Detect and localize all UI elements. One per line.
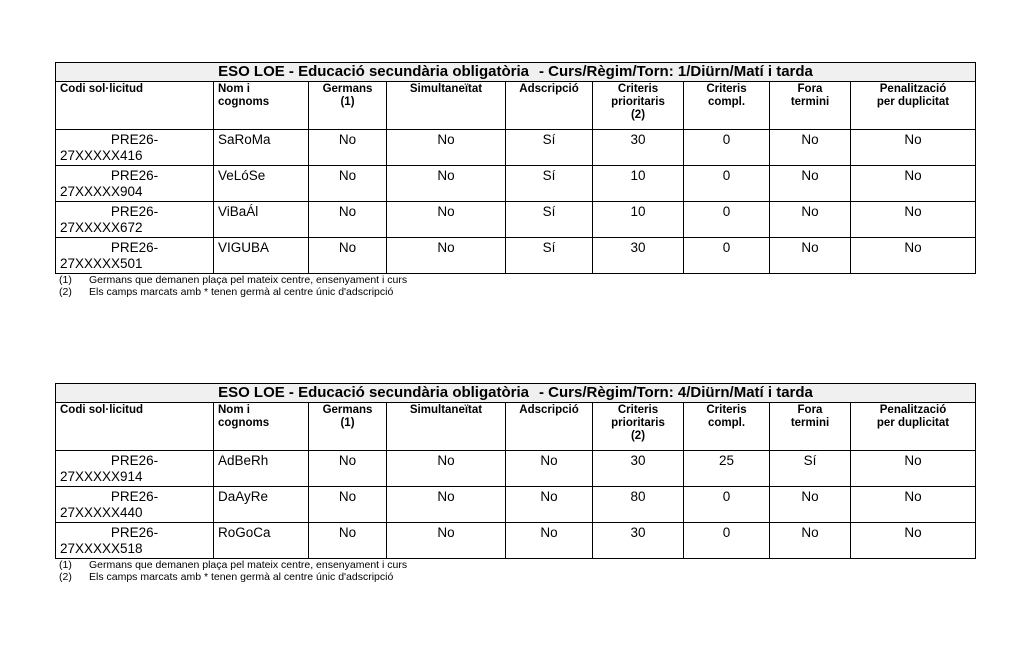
table-row: [56, 451, 976, 487]
table-title: [56, 63, 976, 82]
cell-germans: No: [309, 523, 387, 559]
table-row: [56, 523, 976, 559]
cell-simultaneitat: No: [387, 202, 506, 238]
col-header-code: Codi sol·licitud: [56, 403, 214, 451]
cell-penalitzacio: No: [851, 166, 976, 202]
col-header-criteris-compl: Criteris compl.: [684, 403, 770, 451]
col-header-name: Nom i cognoms: [214, 403, 309, 451]
admissions-table-block-2: [55, 383, 975, 583]
col-header-criteris-compl: Criteris compl.: [684, 82, 770, 130]
cell-criteris-compl: 0: [684, 487, 770, 523]
footnote-2: (2) Els camps marcats amb * tenen germà al centre únic d'adscripció: [59, 285, 394, 298]
cell-criteris-compl: 0: [684, 166, 770, 202]
cell-simultaneitat: No: [387, 130, 506, 166]
col-header-adscripcio: Adscripció: [506, 403, 593, 451]
cell-germans: No: [309, 130, 387, 166]
col-header-name: Nom i cognoms: [214, 82, 309, 130]
cell-penalitzacio: No: [851, 523, 976, 559]
table-row: [56, 238, 976, 274]
cell-criteris-prioritaris: 30: [593, 451, 684, 487]
cell-name: SaRoMa: [214, 130, 309, 166]
col-header-fora-termini: Fora termini: [770, 82, 851, 130]
cell-criteris-compl: 0: [684, 523, 770, 559]
col-header-fora-termini: Fora termini: [770, 403, 851, 451]
cell-code: PRE26- 27XXXXX416: [56, 130, 214, 166]
cell-name: AdBeRh: [214, 451, 309, 487]
cell-fora-termini: No: [770, 487, 851, 523]
cell-adscripcio: Sí: [506, 130, 593, 166]
cell-penalitzacio: No: [851, 238, 976, 274]
cell-germans: No: [309, 451, 387, 487]
cell-code: PRE26- 27XXXXX672: [56, 202, 214, 238]
col-header-criteris-prioritaris: Criteris prioritaris (2): [593, 403, 684, 451]
cell-name: RoGoCa: [214, 523, 309, 559]
cell-code: PRE26- 27XXXXX440: [56, 487, 214, 523]
cell-criteris-compl: 0: [684, 130, 770, 166]
col-header-germans: Germans (1): [309, 403, 387, 451]
cell-adscripcio: Sí: [506, 202, 593, 238]
col-header-code: Codi sol·licitud: [56, 82, 214, 130]
table-title-left: ESO LOE - Educació secundària obligatòria: [218, 63, 529, 80]
table-title-left: ESO LOE - Educació secundària obligatòria: [218, 384, 529, 401]
cell-penalitzacio: No: [851, 487, 976, 523]
col-header-penalitzacio: Penalització per duplicitat: [851, 403, 976, 451]
cell-fora-termini: No: [770, 166, 851, 202]
cell-criteris-prioritaris: 30: [593, 238, 684, 274]
cell-fora-termini: Sí: [770, 451, 851, 487]
table-footnotes: [55, 275, 975, 298]
cell-adscripcio: Sí: [506, 166, 593, 202]
cell-criteris-prioritaris: 10: [593, 202, 684, 238]
col-header-simultaneitat: Simultaneïtat: [387, 82, 506, 130]
col-header-penalitzacio: Penalització per duplicitat: [851, 82, 976, 130]
cell-code: PRE26- 27XXXXX914: [56, 451, 214, 487]
cell-simultaneitat: No: [387, 523, 506, 559]
cell-penalitzacio: No: [851, 130, 976, 166]
cell-fora-termini: No: [770, 202, 851, 238]
cell-criteris-compl: 0: [684, 202, 770, 238]
cell-simultaneitat: No: [387, 238, 506, 274]
table-title: [56, 384, 976, 403]
cell-code: PRE26- 27XXXXX501: [56, 238, 214, 274]
cell-name: ViBaÁl: [214, 202, 309, 238]
cell-germans: No: [309, 202, 387, 238]
admissions-table: [55, 383, 976, 559]
header-row: [56, 403, 976, 451]
cell-criteris-prioritaris: 10: [593, 166, 684, 202]
cell-penalitzacio: No: [851, 202, 976, 238]
footnote-2: (2) Els camps marcats amb * tenen germà al centre únic d'adscripció: [59, 570, 394, 583]
cell-name: DaAyRe: [214, 487, 309, 523]
col-header-criteris-prioritaris: Criteris prioritaris (2): [593, 82, 684, 130]
cell-germans: No: [309, 238, 387, 274]
cell-criteris-prioritaris: 30: [593, 523, 684, 559]
cell-name: VeLóSe: [214, 166, 309, 202]
table-row: [56, 130, 976, 166]
col-header-germans: Germans (1): [309, 82, 387, 130]
cell-criteris-prioritaris: 80: [593, 487, 684, 523]
header-row: [56, 82, 976, 130]
cell-germans: No: [309, 487, 387, 523]
footnote-1: (1) Germans que demanen plaça pel mateix centre, ensenyament i curs: [59, 559, 408, 571]
cell-adscripcio: Sí: [506, 238, 593, 274]
cell-criteris-compl: 25: [684, 451, 770, 487]
cell-adscripcio: No: [506, 523, 593, 559]
table-footnotes: [55, 560, 975, 583]
cell-name: VIGUBA: [214, 238, 309, 274]
cell-simultaneitat: No: [387, 451, 506, 487]
cell-criteris-prioritaris: 30: [593, 130, 684, 166]
admissions-table: [55, 62, 976, 274]
col-header-adscripcio: Adscripció: [506, 82, 593, 130]
footnote-1: (1) Germans que demanen plaça pel mateix centre, ensenyament i curs: [59, 274, 408, 286]
cell-adscripcio: No: [506, 451, 593, 487]
cell-fora-termini: No: [770, 523, 851, 559]
cell-simultaneitat: No: [387, 487, 506, 523]
cell-fora-termini: No: [770, 238, 851, 274]
table-title-right: - Curs/Règim/Torn: 4/Diürn/Matí i tarda: [538, 384, 813, 401]
table-row: [56, 166, 976, 202]
table-row: [56, 487, 976, 523]
col-header-simultaneitat: Simultaneïtat: [387, 403, 506, 451]
cell-simultaneitat: No: [387, 166, 506, 202]
cell-code: PRE26- 27XXXXX518: [56, 523, 214, 559]
cell-code: PRE26- 27XXXXX904: [56, 166, 214, 202]
cell-germans: No: [309, 166, 387, 202]
table-row: [56, 202, 976, 238]
cell-penalitzacio: No: [851, 451, 976, 487]
table-title-right: - Curs/Règim/Torn: 1/Diürn/Matí i tarda: [538, 63, 813, 80]
cell-criteris-compl: 0: [684, 238, 770, 274]
cell-fora-termini: No: [770, 130, 851, 166]
admissions-table-block-1: [55, 62, 975, 298]
cell-adscripcio: No: [506, 487, 593, 523]
